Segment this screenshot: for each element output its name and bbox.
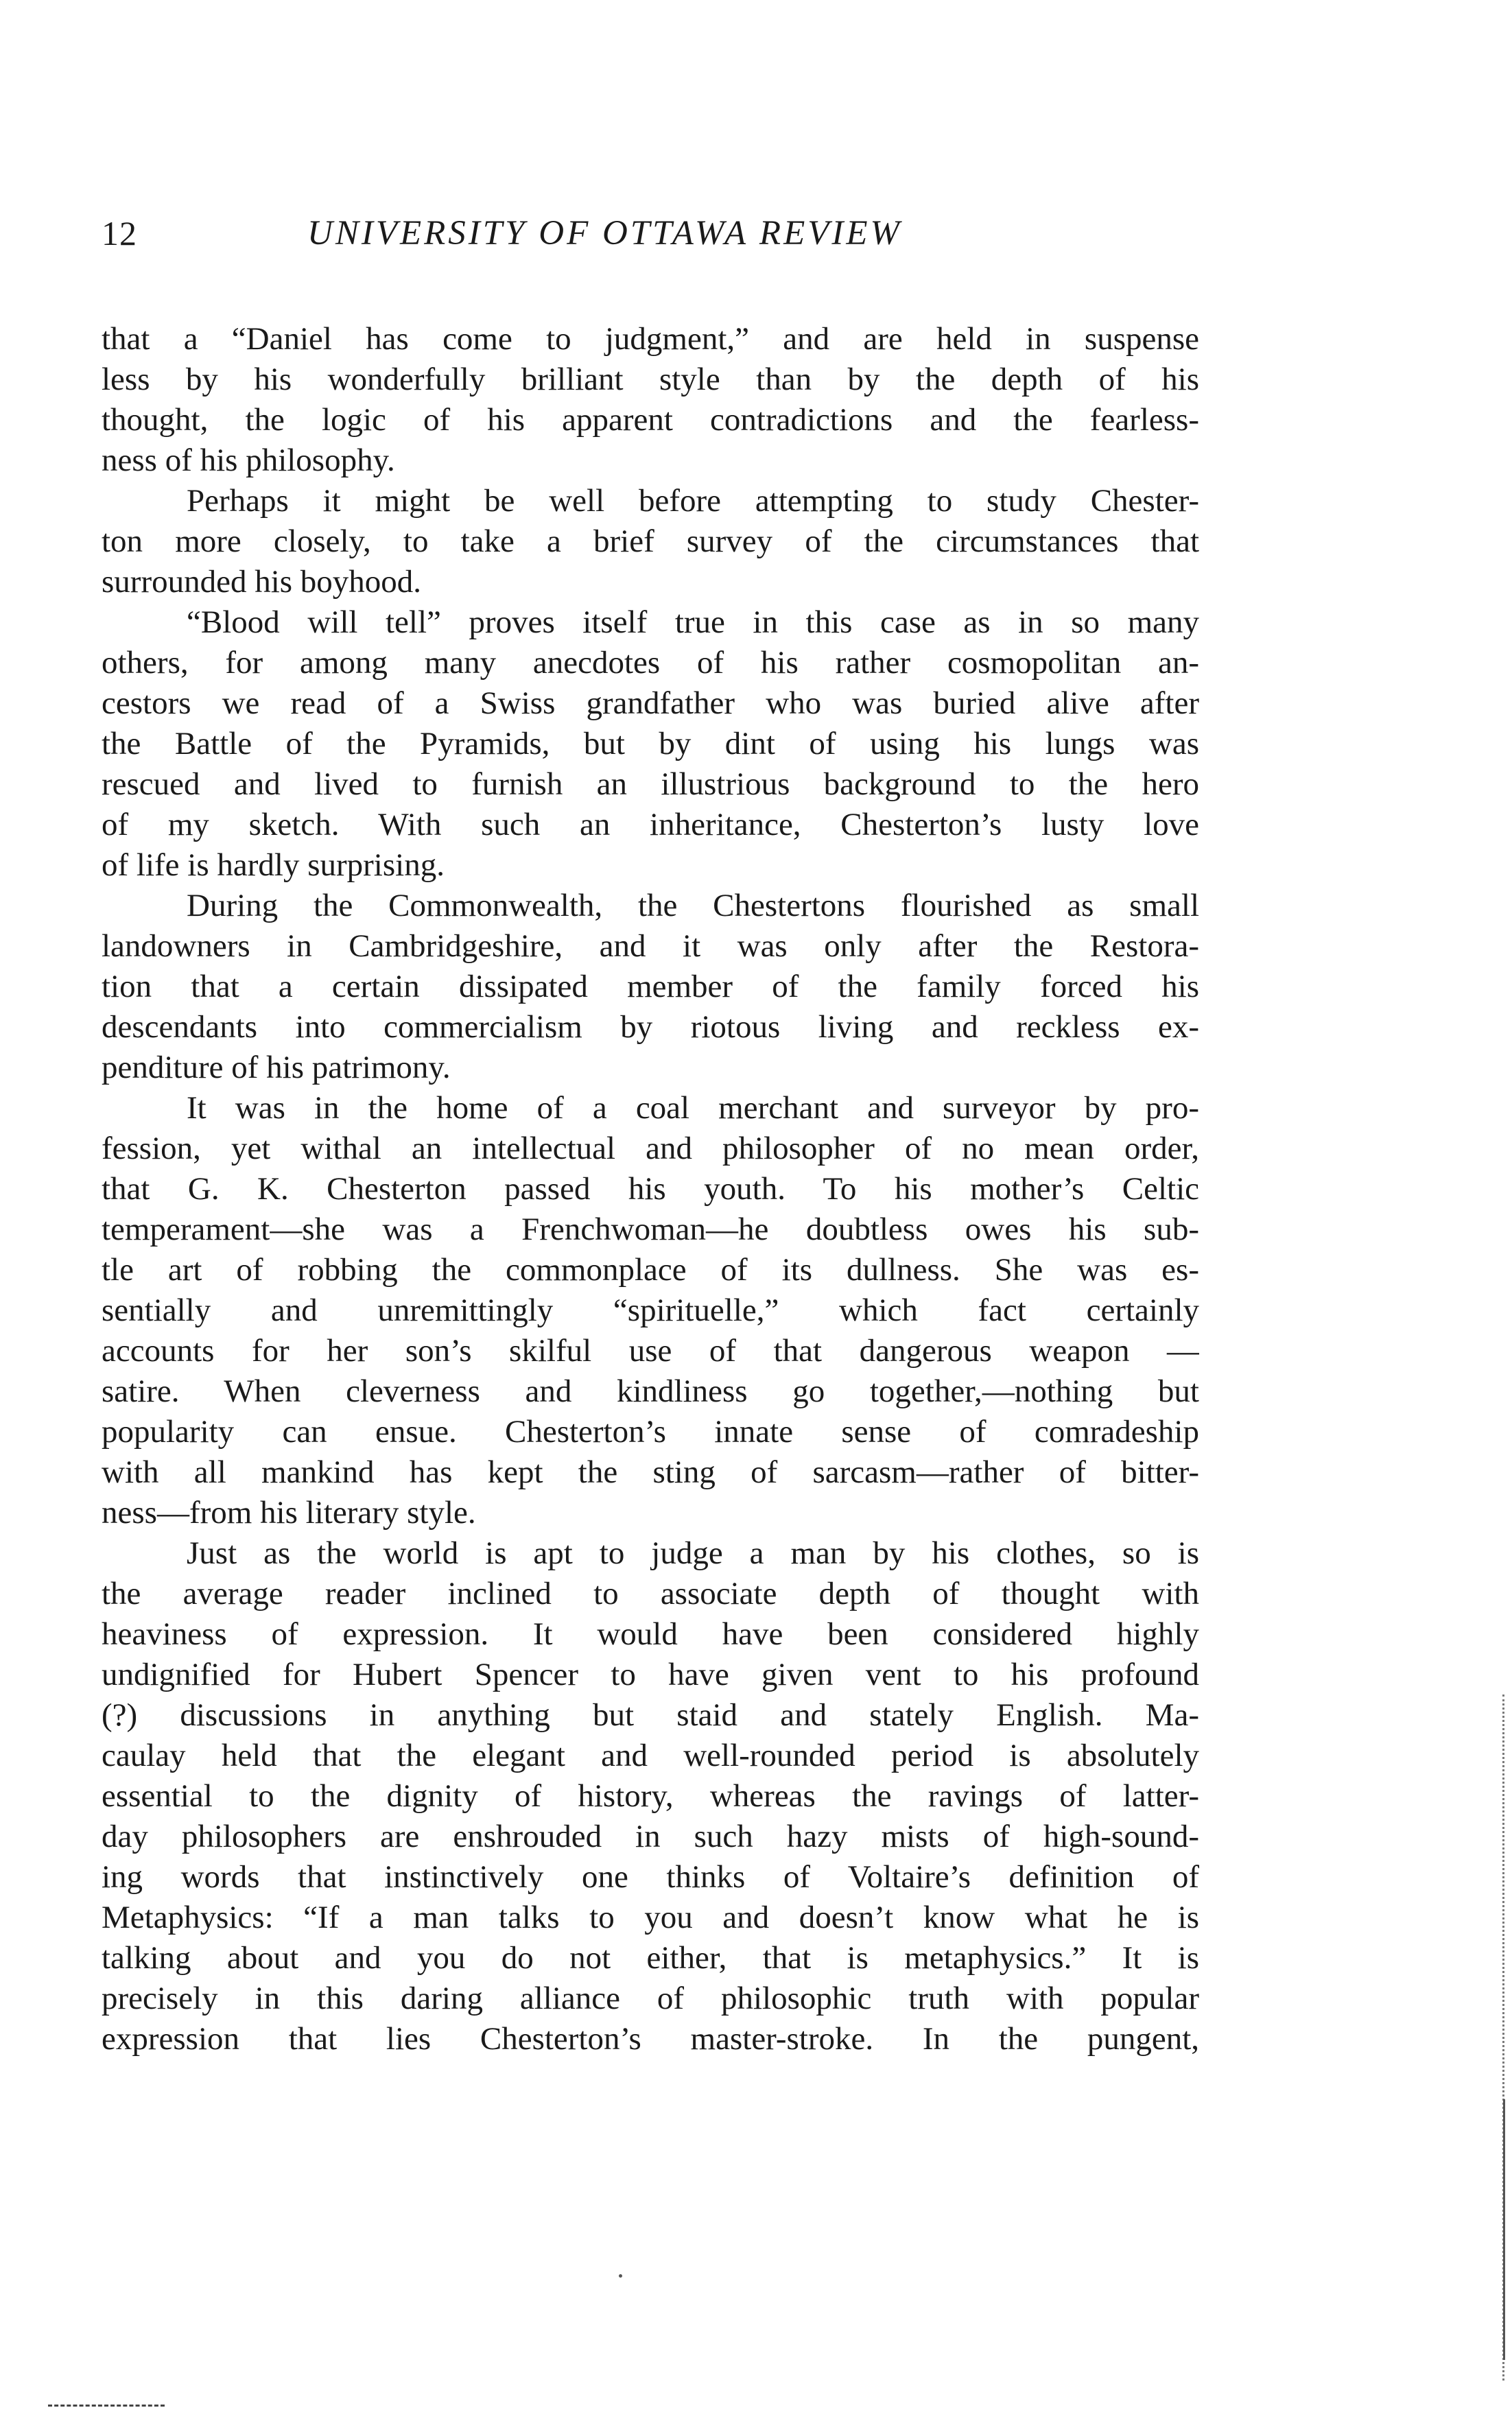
text-line: (?) discussions in anything but staid and stately English. Ma- xyxy=(102,1697,1199,1733)
text-line: heaviness of expression. It would have been considered highly xyxy=(102,1616,1199,1652)
text-line: talking about and you do not either, that is metaphysics.” It is xyxy=(102,1940,1199,1976)
text-line: “Blood will tell” proves itself true in this case as in so many xyxy=(187,604,1199,640)
page-header xyxy=(102,206,1206,261)
text-line: popularity can ensue. Chesterton’s innate sense of comradeship xyxy=(102,1414,1199,1450)
text-line: accounts for her son’s skilful use of that dangerous weapon — xyxy=(102,1333,1199,1369)
scan-speck xyxy=(619,2274,622,2278)
text-line: ing words that instinctively one thinks of Voltaire’s definition of xyxy=(102,1859,1199,1895)
margin-rule-solid xyxy=(1503,2099,1505,2360)
running-head: UNIVERSITY OF OTTAWA REVIEW xyxy=(307,214,902,252)
text-line: tion that a certain dissipated member of the family forced his xyxy=(102,969,1199,1004)
text-line: cestors we read of a Swiss grandfather who was buried alive after xyxy=(102,685,1199,721)
text-line: less by his wonderfully brilliant style than by the depth of his xyxy=(102,362,1199,397)
text-line: Just as the world is apt to judge a man by his clothes, so is xyxy=(187,1535,1199,1571)
text-line: surrounded his boyhood. xyxy=(102,564,422,600)
text-line: that a “Daniel has come to judgment,” and are held in suspense xyxy=(102,321,1199,357)
text-line: ness—from his literary style. xyxy=(102,1495,476,1531)
text-line: day philosophers are enshrouded in such hazy mists of high-sound- xyxy=(102,1819,1199,1854)
text-line: Perhaps it might be well before attempting to study Chester- xyxy=(187,483,1199,519)
text-line: of my sketch. With such an inheritance, Chesterton’s lusty love xyxy=(102,807,1199,842)
text-line: penditure of his patrimony. xyxy=(102,1050,451,1085)
text-line: caulay held that the elegant and well-rounded period is absolutely xyxy=(102,1738,1199,1773)
text-line: ton more closely, to take a brief survey of the circumstances that xyxy=(102,523,1199,559)
text-line: temperament—she was a Frenchwoman—he doubtless owes his sub- xyxy=(102,1212,1199,1247)
text-line: It was in the home of a coal merchant and surveyor by pro- xyxy=(187,1090,1199,1126)
text-line: ness of his philosophy. xyxy=(102,442,395,478)
text-line: undignified for Hubert Spencer to have given vent to his profound xyxy=(102,1657,1199,1692)
page-number: 12 xyxy=(102,214,137,252)
text-line: landowners in Cambridgeshire, and it was only after the Restora- xyxy=(102,928,1199,964)
text-line: others, for among many anecdotes of his rather cosmopolitan an- xyxy=(102,645,1199,681)
text-line: precisely in this daring alliance of philosophic truth with popular xyxy=(102,1981,1199,2016)
text-line: expression that lies Chesterton’s master-stroke. In the pungent, xyxy=(102,2021,1199,2057)
text-line: of life is hardly surprising. xyxy=(102,847,445,883)
text-line: the Battle of the Pyramids, but by dint of using his lungs was xyxy=(102,726,1199,761)
text-line: essential to the dignity of history, whereas the ravings of latter- xyxy=(102,1778,1199,1814)
text-line: satire. When cleverness and kindliness go together,—nothing but xyxy=(102,1373,1199,1409)
text-line: fession, yet withal an intellectual and philosopher of no mean order, xyxy=(102,1131,1199,1166)
text-line: tle art of robbing the commonplace of its dullness. She was es- xyxy=(102,1252,1199,1288)
footer-mark xyxy=(48,2405,165,2409)
text-line: Metaphysics: “If a man talks to you and doesn’t know what he is xyxy=(102,1900,1199,1935)
text-line: rescued and lived to furnish an illustrious background to the hero xyxy=(102,766,1199,802)
text-line: sentially and unremittingly “spirituelle,” which fact certainly xyxy=(102,1292,1199,1328)
text-line: thought, the logic of his apparent contradictions and the fearless- xyxy=(102,402,1199,438)
text-line: the average reader inclined to associate depth of thought with xyxy=(102,1576,1199,1611)
text-line: with all mankind has kept the sting of sarcasm—rather of bitter- xyxy=(102,1454,1199,1490)
text-line: During the Commonwealth, the Chestertons flourished as small xyxy=(187,888,1199,923)
body-text xyxy=(102,319,1199,2059)
text-line: that G. K. Chesterton passed his youth. To his mother’s Celtic xyxy=(102,1171,1199,1207)
text-line: descendants into commercialism by riotous living and reckless ex- xyxy=(102,1009,1199,1045)
